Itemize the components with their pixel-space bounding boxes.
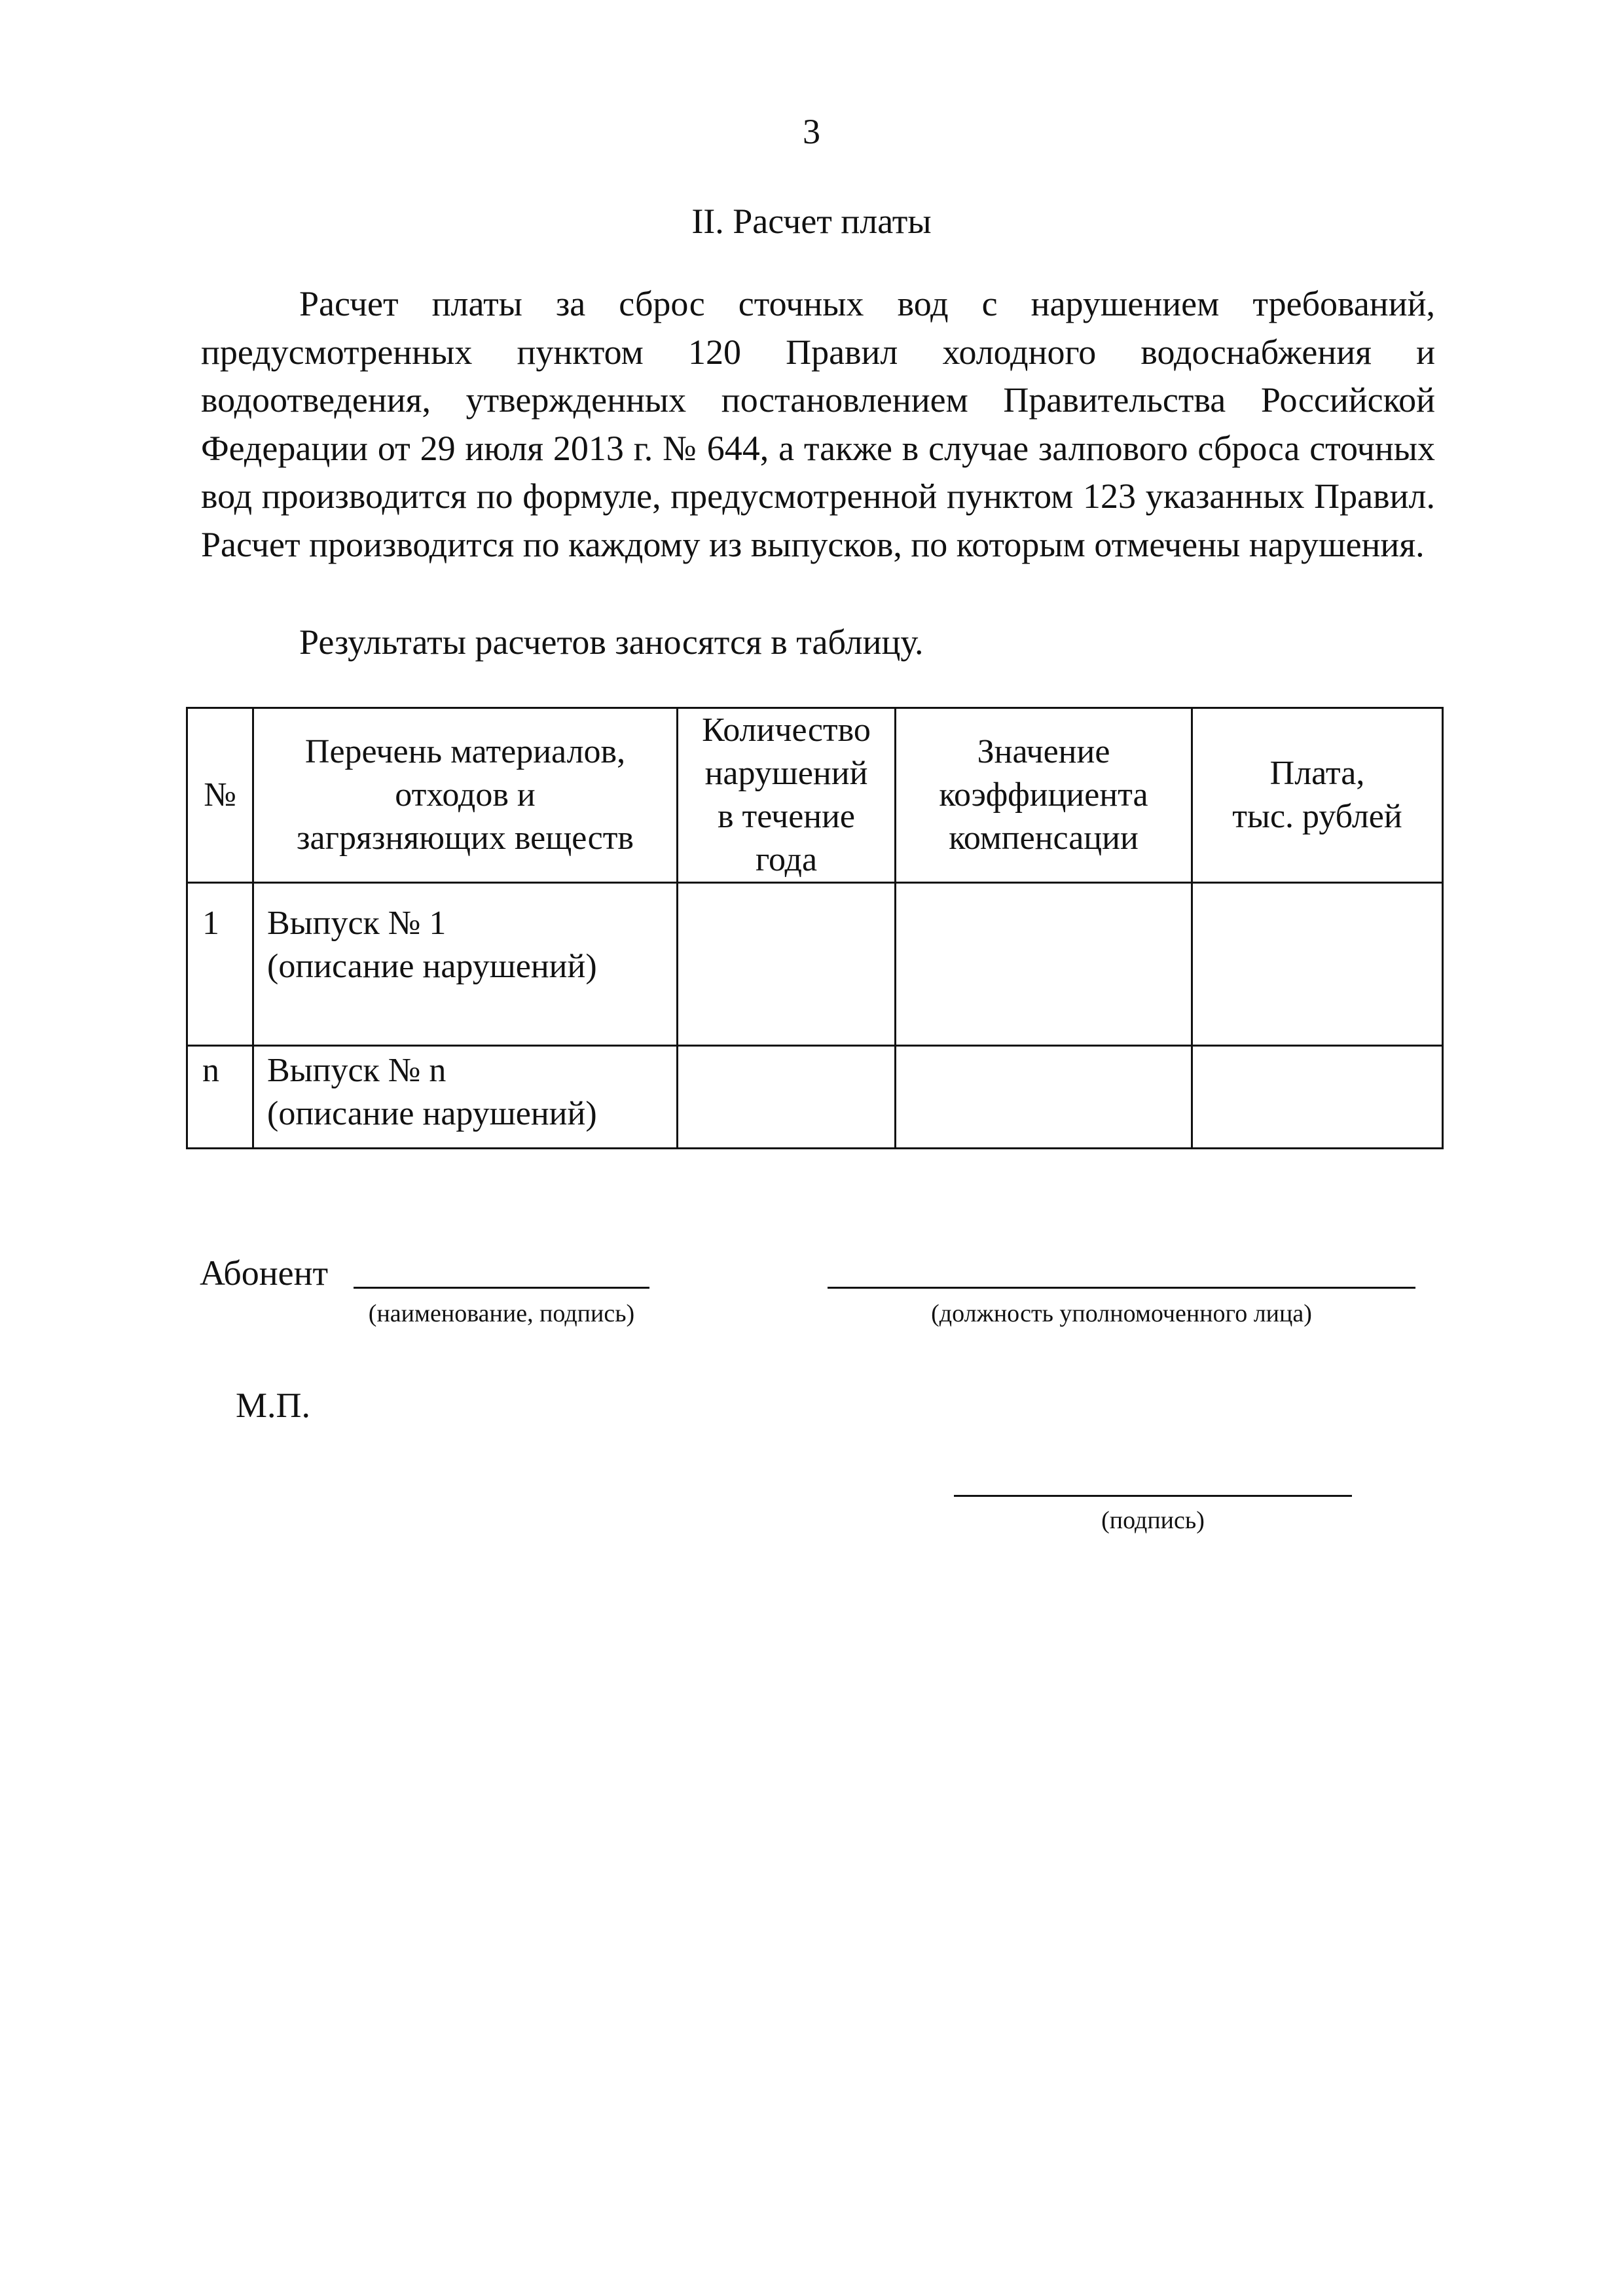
table-row xyxy=(187,1046,1443,1149)
header-violations-count xyxy=(678,708,896,883)
signature-line xyxy=(954,1495,1352,1497)
row-violations xyxy=(678,1046,896,1149)
page-number: 3 xyxy=(803,112,820,151)
row-outlet-cell xyxy=(253,1046,678,1149)
stamp-label: М.П. xyxy=(236,1386,311,1425)
header-materials xyxy=(253,708,678,883)
header-materials-line: загрязняющих веществ xyxy=(297,819,634,857)
row-fee xyxy=(1192,1046,1443,1149)
signature-caption: (подпись) xyxy=(1101,1507,1205,1534)
header-coefficient-line: компенсации xyxy=(949,819,1139,857)
position-caption: (должность уполномоченного лица) xyxy=(931,1300,1312,1327)
row-fee xyxy=(1192,883,1443,1046)
row-coefficient xyxy=(896,883,1192,1046)
table-row xyxy=(187,883,1443,1046)
results-sentence: Результаты расчетов заносятся в таблицу. xyxy=(299,622,924,662)
header-violations-line: года xyxy=(755,841,818,878)
row-description: (описание нарушений) xyxy=(267,1095,597,1132)
row-outlet: Выпуск № n xyxy=(267,1052,447,1089)
header-coefficient-line: Значение xyxy=(977,733,1110,770)
body-paragraph: Расчет платы за сброс сточных вод с нарушением требований, предусмотренных пунктом 120 Правил холодного водоснабжения и водоотведения, утвержденных постановлением Правительства Российской Федерации от 29 июля 2013 г. № 644, а также в случае залпового сброса сточных вод производится по формуле, предусмотренной пунктом 123 указанных Правил. Расчет производится по каждому из выпусков, по которым отмечены нарушения. xyxy=(201,284,1435,564)
header-fee-line: Плата, xyxy=(1269,755,1365,792)
header-fee-line: тыс. рублей xyxy=(1232,798,1402,835)
header-number xyxy=(187,708,253,883)
name-signature-caption: (наименование, подпись) xyxy=(368,1300,635,1327)
row-number: 1 xyxy=(187,883,253,1046)
table-header-row xyxy=(187,708,1443,883)
subscriber-signature-line xyxy=(354,1287,649,1289)
header-materials-line: Перечень материалов, xyxy=(304,733,626,770)
header-number-label: № xyxy=(204,776,236,814)
position-signature-line xyxy=(828,1287,1415,1289)
calculation-table xyxy=(186,707,1444,1149)
row-description: (описание нарушений) xyxy=(267,948,597,985)
row-violations xyxy=(678,883,896,1046)
row-coefficient xyxy=(896,1046,1192,1149)
header-violations-line: нарушений xyxy=(704,755,868,792)
header-violations-line: Количество xyxy=(702,711,871,749)
header-fee xyxy=(1192,708,1443,883)
header-coefficient xyxy=(896,708,1192,883)
row-number: n xyxy=(187,1046,253,1149)
row-outlet-cell xyxy=(253,883,678,1046)
header-violations-line: в течение xyxy=(717,798,856,835)
row-outlet: Выпуск № 1 xyxy=(267,905,447,942)
header-coefficient-line: коэффициента xyxy=(939,776,1148,814)
section-title: II. Расчет платы xyxy=(691,202,932,241)
subscriber-label: Абонент xyxy=(200,1253,329,1293)
header-materials-line: отходов и xyxy=(395,776,536,814)
